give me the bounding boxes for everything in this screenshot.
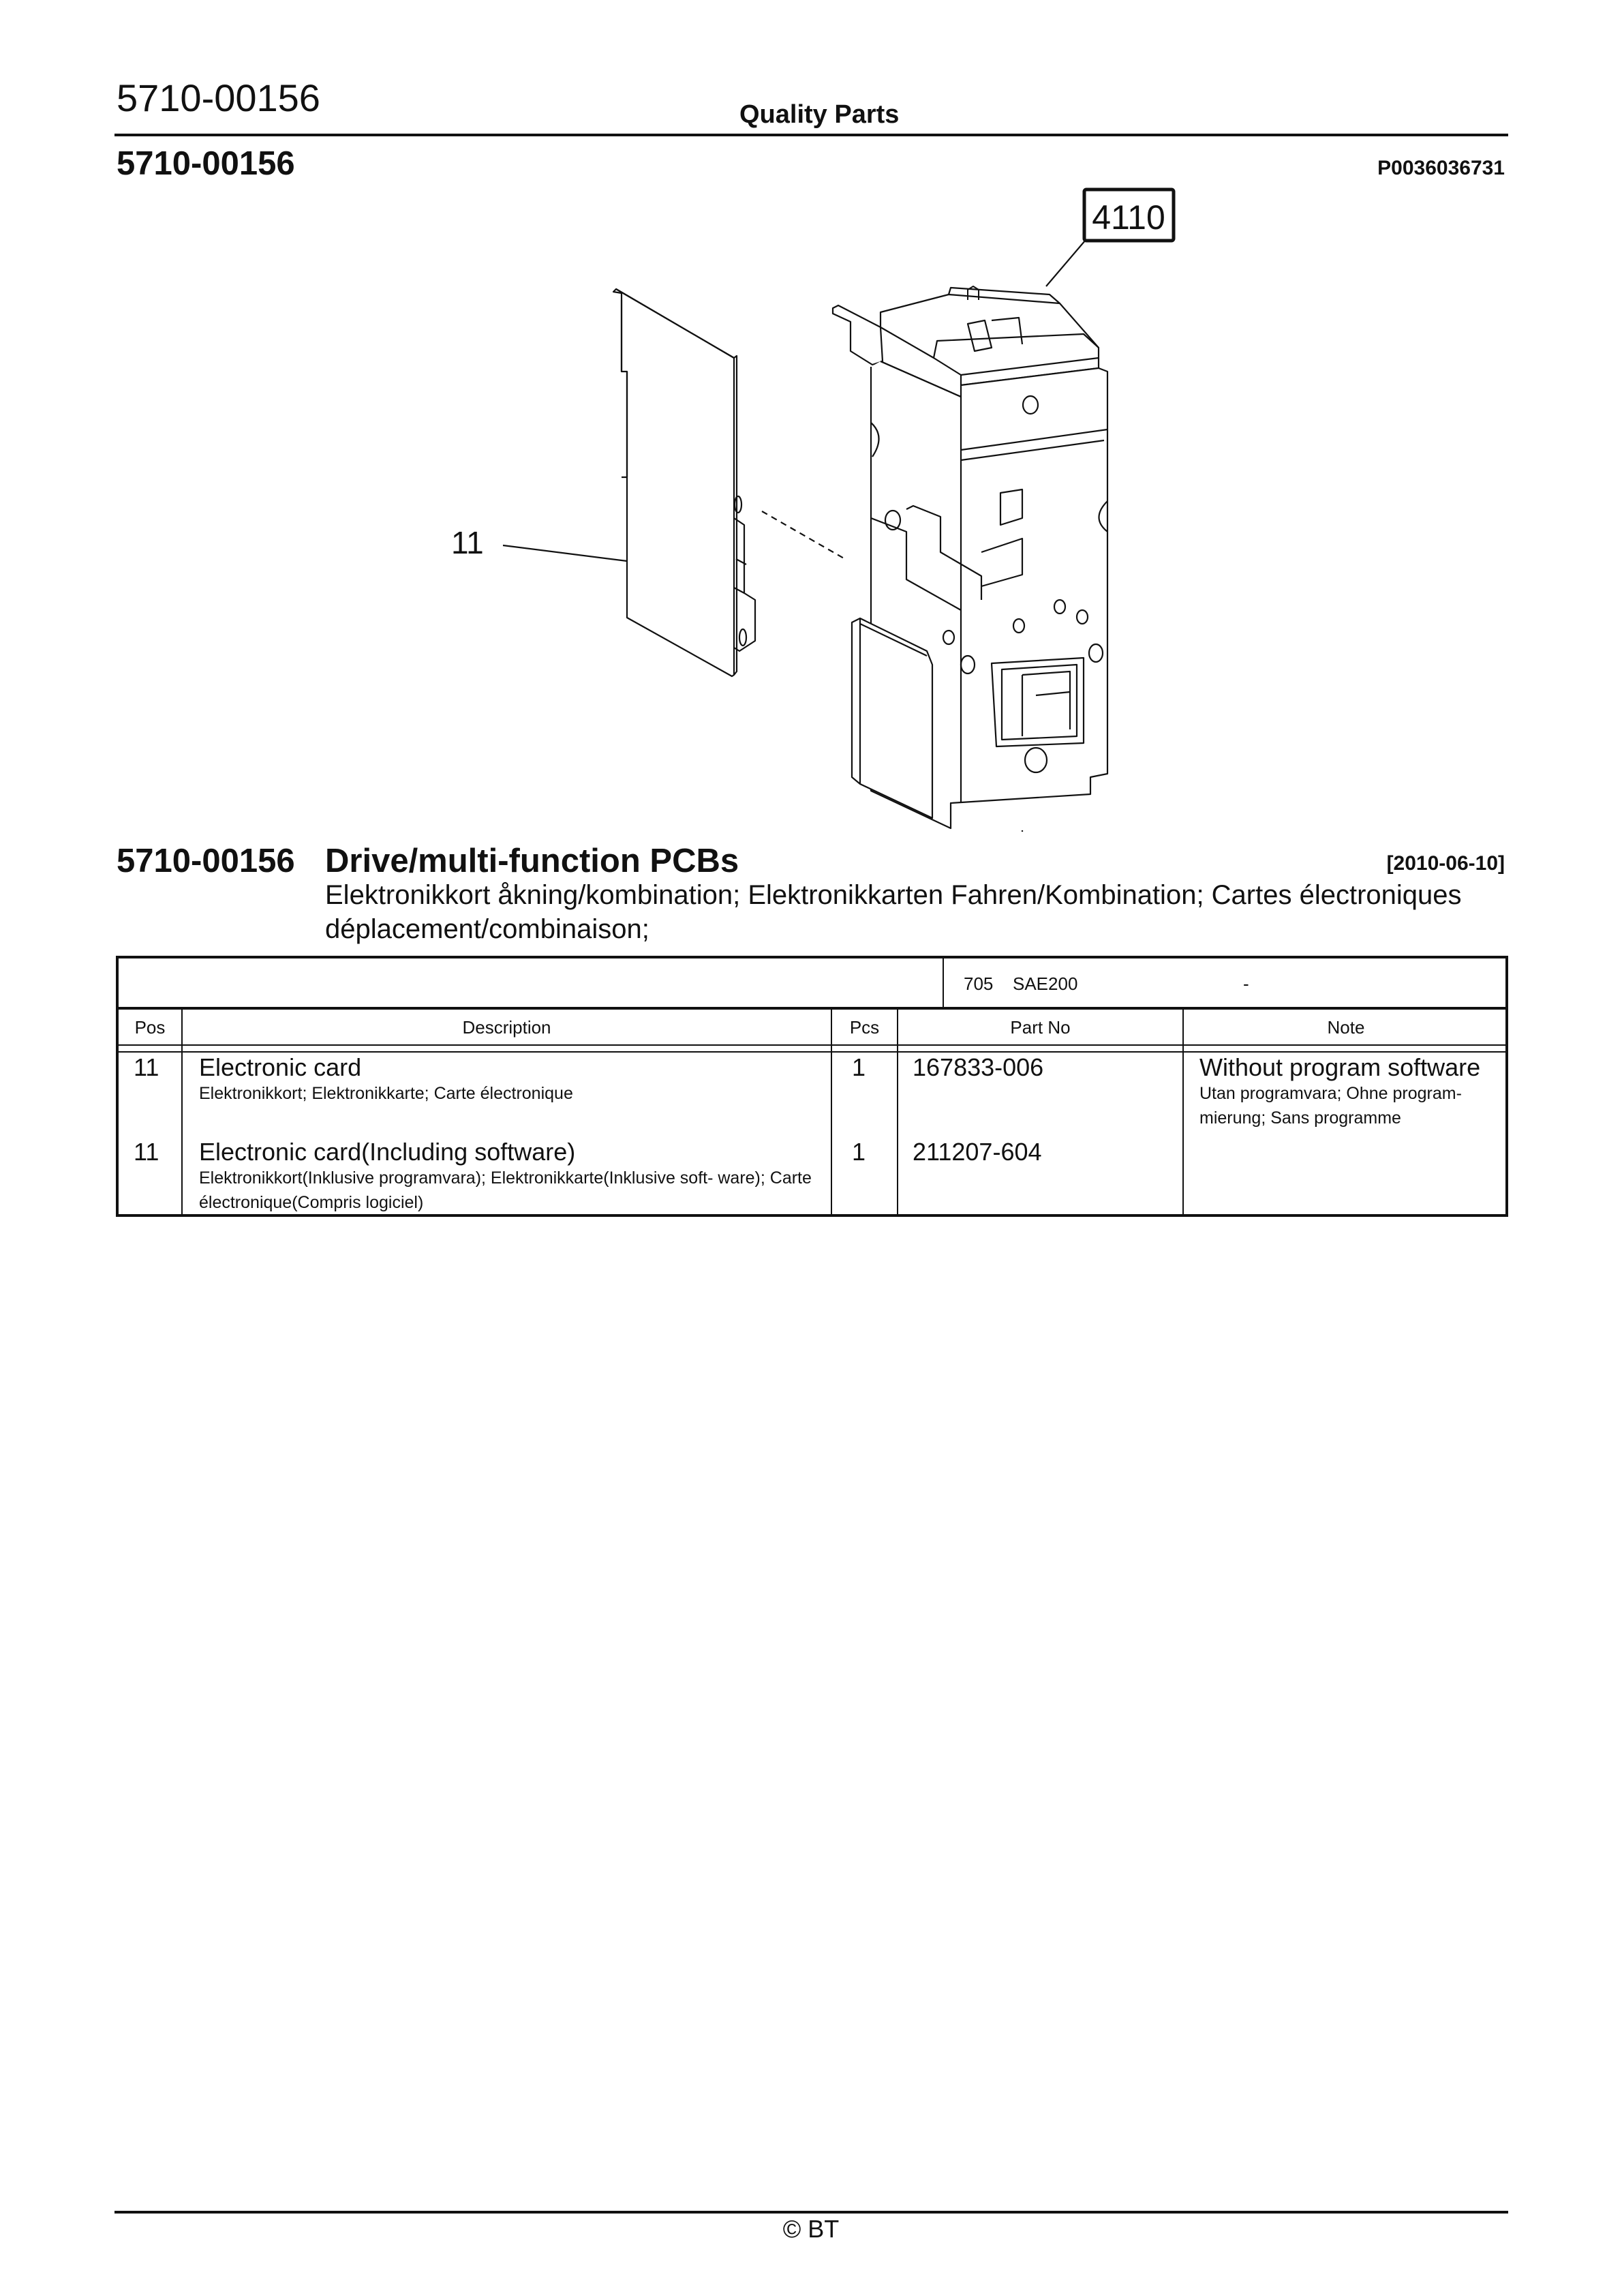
banner-divider: [943, 958, 944, 1007]
col-header-pcs: Pcs: [849, 1017, 880, 1038]
header-rule: [114, 134, 1508, 136]
brand-label: Quality Parts: [739, 100, 900, 129]
section-translations: Elektronikkort åkning/kombination; Elektronikkarten Fahren/Kombination; Cartes électroniques déplacement/combinaison;: [325, 880, 1462, 944]
banner-model-name: SAE200: [1013, 973, 1078, 994]
section-title-id: 5710-00156: [117, 843, 295, 879]
table-banner: [119, 958, 1505, 1010]
col-header-description: Description: [462, 1017, 551, 1038]
callout-11: [451, 525, 627, 561]
section-date: [2010-06-10]: [1386, 852, 1505, 875]
header-rule-2: [119, 1051, 1505, 1053]
parts-table: [116, 956, 1508, 1217]
footer-rule: [114, 2211, 1508, 2214]
copyright: © BT: [782, 2215, 840, 2243]
row-part-no[interactable]: 167833-006: [913, 1053, 1044, 1081]
row-part-no[interactable]: 211207-604: [913, 1138, 1042, 1166]
callout-11-label: 11: [451, 525, 484, 560]
exploded-parts-drawing: [409, 177, 1227, 832]
col-header-pos: Pos: [134, 1017, 166, 1038]
row-pcs: 1: [852, 1053, 866, 1081]
row-note-translations: Utan programvara; Ohne program- mierung; Sans programme: [1199, 1084, 1462, 1128]
row-description: Electronic card(Including software): [199, 1138, 576, 1166]
callout-4110-label: 4110: [1092, 198, 1165, 237]
section-id: 5710-00156: [117, 145, 295, 182]
row-pos: 11: [134, 1138, 159, 1166]
header-rule-1: [119, 1044, 1505, 1046]
row-note: Without program software: [1199, 1053, 1481, 1081]
row-pos: 11: [134, 1053, 159, 1081]
callout-4110: [1046, 190, 1174, 286]
col-header-note: Note: [1327, 1017, 1365, 1038]
row-pcs: 1: [852, 1138, 866, 1166]
row-description-translations: Elektronikkort(Inklusive programvara); Elektronikkarte(Inklusive soft- ware); Carte électronique(Compris logiciel): [199, 1168, 812, 1212]
controller-housing: [833, 286, 1107, 832]
section-title: Drive/multi-function PCBs: [325, 843, 739, 879]
row-description: Electronic card: [199, 1053, 362, 1081]
col-header-partno: Part No: [1010, 1017, 1071, 1038]
banner-model-code: 705: [964, 973, 994, 994]
drawing-number: P0036036731: [1377, 157, 1505, 179]
row-description-translations: Elektronikkort; Elektronikkarte; Carte électronique: [199, 1084, 573, 1103]
pcb-card: [613, 289, 755, 676]
document-id-header: 5710-00156: [117, 76, 320, 119]
alignment-dashed-line: [762, 511, 845, 559]
banner-range: -: [1243, 973, 1249, 994]
